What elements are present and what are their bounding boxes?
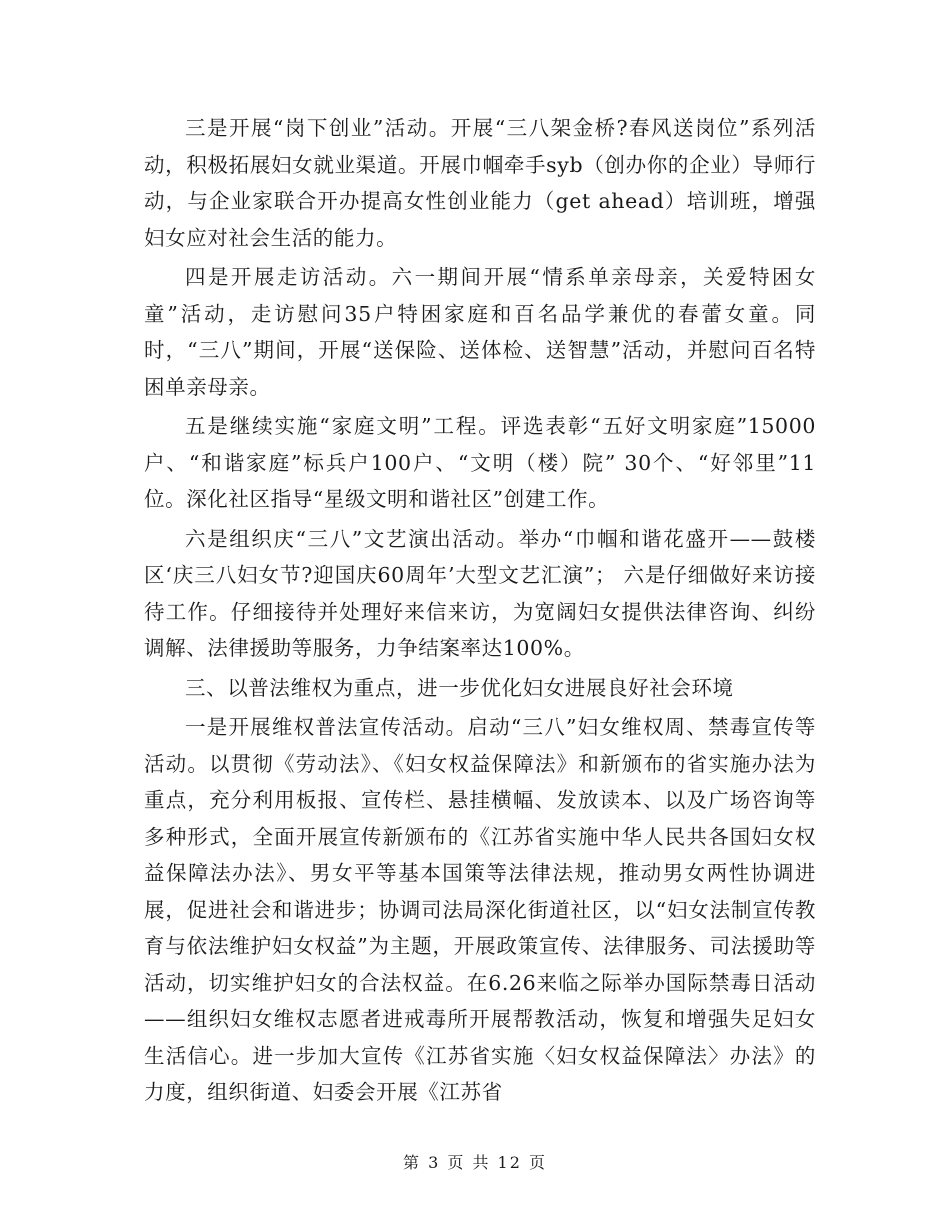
paragraph-legal-rights: 一是开展维权普法宣传活动。启动“三八”妇女维权周、禁毒宣传等活动。以贯彻《劳动法》、《妇女权益保障法》和新颁布的省实施办法为重点，充分利用板报、宣传栏、悬挂横幅、发放读本、以及广场咨询等多种形式，全面开展宣传新颁布的《江苏省实施中华人民共各国妇女权益保障法办法》、男女平等基本国策等法律法规，推动男女两性协调进展，促进社会和谐进步；协调司法局深化街道社区，以“妇女法制宣传教育与依法维护妇女权益”为主题，开展政策宣传、法律服务、司法援助等活动，切实维护妇女的合法权益。在6.26来临之际举办国际禁毒日活动——组织妇女维权志愿者进戒毒所开展帮教活动，恢复和增强失足妇女生活信心。进一步加大宣传《江苏省实施〈妇女权益保障法〉办法》的力度，组织街道、妇委会开展《江苏省 (144, 715, 816, 1104)
section-heading: 三、以普法维权为重点，进一步优化妇女进展良好社会环境 (185, 675, 734, 700)
paragraph-performance: 六是组织庆“三八”文艺演出活动。举办“巾帼和谐花盛开——鼓楼区‘庆三八妇女节?迎国庆60周年’大型文艺汇演”； 六是仔细做好来访接待工作。仔细接待并处理好来信来访，为宽阔妇女提供法律咨询、纠纷调解、法律援助等服务，力争结案率达100%。 (144, 526, 816, 660)
page-number-footer: 第 3 页 共 12 页 (403, 1153, 547, 1172)
paragraph-visits: 四是开展走访活动。六一期间开展“情系单亲母亲，关爱特困女童”活动，走访慰问35户特困家庭和百名品学兼优的春蕾女童。同时，“三八”期间，开展“送保险、送体检、送智慧”活动，并慰问百名特困单亲母亲。 (144, 265, 816, 399)
document-body (144, 110, 816, 1114)
paragraph-family-civilization: 五是继续实施“家庭文明”工程。评选表彰“五好文明家庭”15000户、“和谐家庭”标兵户100户、“文明（楼）院” 30个、“好邻里”11位。深化社区指导“星级文明和谐社区”创建工作。 (144, 414, 816, 511)
paragraph-entrepreneurship: 三是开展“岗下创业”活动。开展“三八架金桥?春风送岗位”系列活动，积极拓展妇女就业渠道。开展巾帼牵手syb（创办你的企业）导师行动，与企业家联合开办提高女性创业能力（get ahead）培训班，增强妇女应对社会生活的能力。 (144, 116, 816, 250)
